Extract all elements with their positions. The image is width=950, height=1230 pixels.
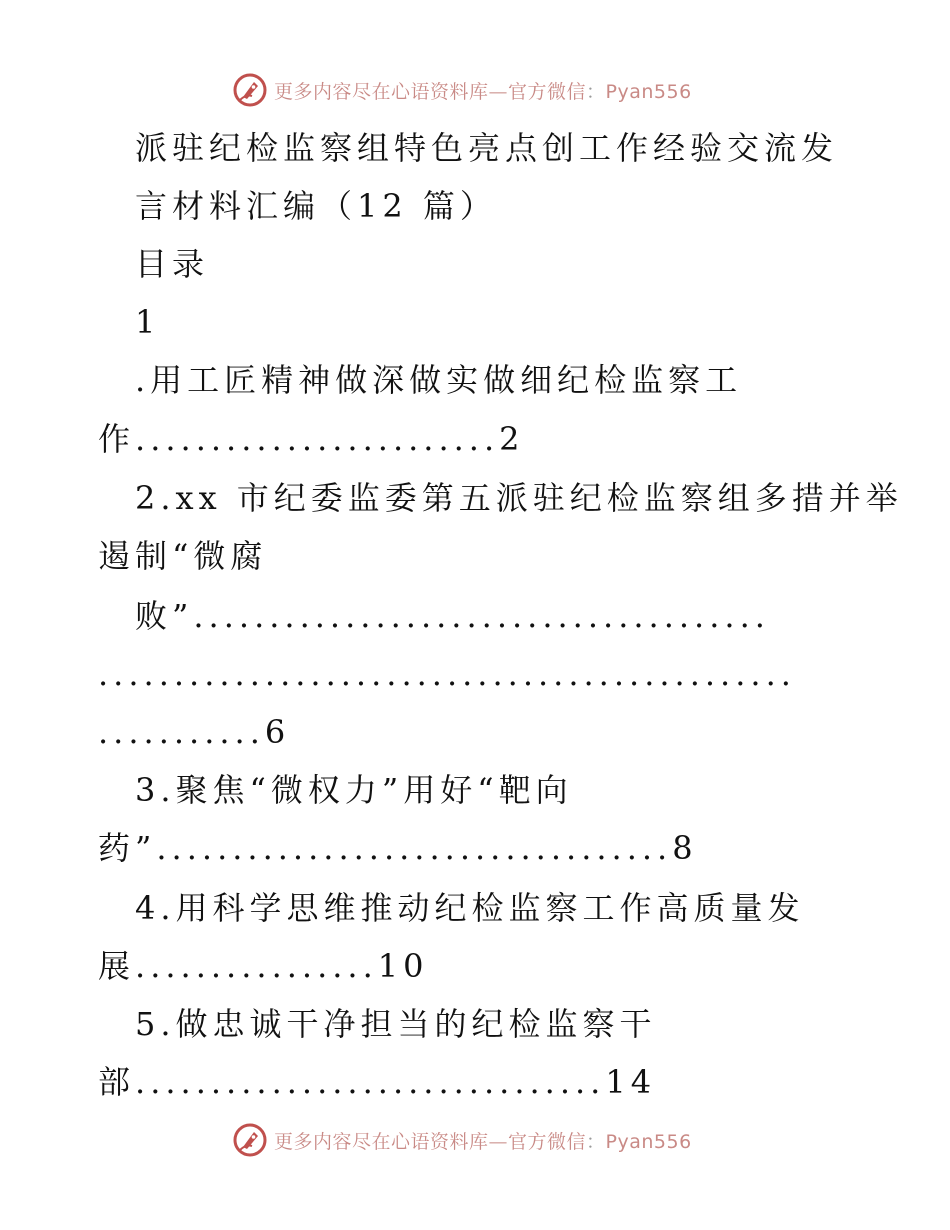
pen-nib-circle-icon xyxy=(232,1122,268,1158)
toc-entry-3-title: 3.聚焦“微权力”用好“靶向 xyxy=(135,771,573,809)
toc-entry-2-leader-line-1 xyxy=(135,596,770,636)
watermark-text: 更多内容尽在心语资料库—官方微信：Pyan556 xyxy=(274,1130,692,1153)
toc-entry-2-tail: 败” xyxy=(135,597,194,635)
toc-entry-2-leader-line-2 xyxy=(98,654,796,694)
toc-entry-5-tail: 部 xyxy=(98,1063,136,1101)
toc-entry-2-dots-3: ........... xyxy=(98,713,265,751)
toc-entry-2-title-line-1: 2.xx 市纪委监委第五派驻纪检监察组多措并举 xyxy=(135,479,903,517)
pen-nib-circle-icon xyxy=(232,72,268,108)
toc-entry-3-tail: 药” xyxy=(98,829,157,867)
document-title-line-2: 言材料汇编（12 篇） xyxy=(135,187,497,225)
toc-entry-1-dots: ........................ xyxy=(135,420,500,458)
toc-entry-4-title: 4.用科学思维推动纪检监察工作高质量发 xyxy=(135,889,805,927)
toc-entry-5-page: 14 xyxy=(605,1063,657,1101)
toc-entry-1-page: 2 xyxy=(499,420,525,458)
toc-entry-4-leader xyxy=(98,946,428,986)
toc-entry-3-dots: .................................. xyxy=(156,829,673,867)
toc-entry-2-dots-1: ...................................... xyxy=(193,597,770,635)
toc-entry-3-page: 8 xyxy=(672,829,698,867)
toc-entry-4-tail: 展 xyxy=(98,947,136,985)
watermark-text: 更多内容尽在心语资料库—官方微信：Pyan556 xyxy=(274,80,692,103)
toc-entry-1-number: 1 xyxy=(135,303,161,341)
toc-entry-2-dots-2: .............................................. xyxy=(98,655,796,693)
top-watermark xyxy=(232,72,692,108)
toc-entry-1-tail: 作 xyxy=(98,420,136,458)
toc-entry-2-title-line-2: 遏制“微腐 xyxy=(98,537,268,575)
document-title-line-1: 派驻纪检监察组特色亮点创工作经验交流发 xyxy=(135,129,839,167)
toc-entry-1-leader xyxy=(98,419,525,459)
toc-entry-5-leader xyxy=(98,1062,656,1102)
toc-entry-2-page: 6 xyxy=(264,713,291,751)
toc-entry-5-title: 5.做忠诚干净担当的纪检监察干 xyxy=(135,1005,657,1043)
toc-entry-4-dots: ................ xyxy=(135,947,378,985)
toc-entry-1-title: .用工匠精神做深做实做细纪检监察工 xyxy=(135,361,743,399)
toc-entry-5-dots: ............................... xyxy=(135,1063,606,1101)
toc-entry-2-leader-line-3 xyxy=(98,712,290,752)
toc-heading: 目录 xyxy=(135,245,210,283)
bottom-watermark xyxy=(232,1122,692,1158)
toc-entry-4-page: 10 xyxy=(377,947,429,985)
toc-entry-3-leader xyxy=(98,828,698,868)
